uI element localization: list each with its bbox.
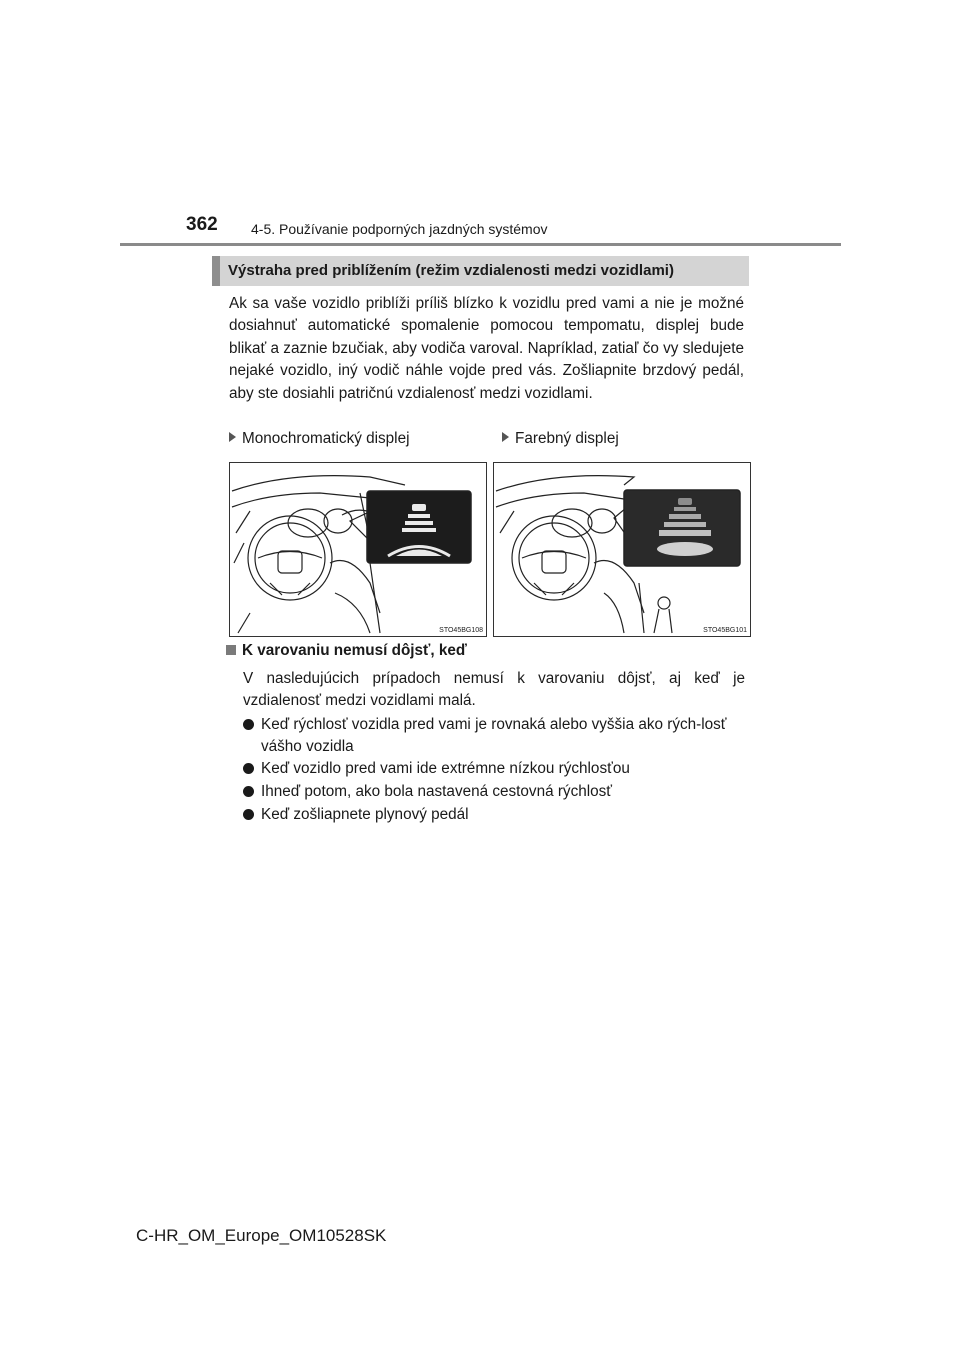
bullet-dot-icon bbox=[243, 786, 254, 797]
figure-label-color bbox=[502, 430, 619, 448]
triangle-bullet-icon bbox=[502, 432, 509, 442]
list-item-text: Keď rýchlosť vozidla pred vami je rovnaká alebo vyššia ako rých-losť vášho vozidla bbox=[261, 716, 727, 756]
figure-label-mono-text: Monochromatický displej bbox=[242, 430, 410, 447]
figure-mono-display bbox=[229, 462, 487, 637]
list-item bbox=[243, 714, 745, 759]
figure-label-mono bbox=[229, 430, 409, 448]
header-divider bbox=[120, 243, 841, 246]
subsection-heading-text: K varovaniu nemusí dôjsť, keď bbox=[242, 642, 467, 659]
bullet-dot-icon bbox=[243, 809, 254, 820]
section-heading-marker bbox=[212, 256, 220, 286]
bullet-dot-icon bbox=[243, 719, 254, 730]
figure-color-display bbox=[493, 462, 751, 637]
figure-code-mono: STO45BG108 bbox=[439, 627, 483, 634]
triangle-bullet-icon bbox=[229, 432, 236, 442]
section-heading: Výstraha pred priblížením (režim vzdialenosti medzi vozidlami) bbox=[228, 262, 674, 279]
dashboard-illustration-mono bbox=[230, 463, 486, 636]
dashboard-illustration-color bbox=[494, 463, 750, 636]
footer-doc-id: C-HR_OM_Europe_OM10528SK bbox=[136, 1226, 387, 1245]
subsection-intro: V nasledujúcich prípadoch nemusí k varovaniu dôjsť, aj keď je vzdialenosť medzi vozidlami malá. bbox=[243, 670, 745, 710]
subsection-heading bbox=[226, 642, 467, 660]
list-item bbox=[243, 804, 745, 826]
list-item-text: Keď zošliapnete plynový pedál bbox=[261, 806, 469, 823]
square-bullet-icon bbox=[226, 645, 236, 655]
bullet-dot-icon bbox=[243, 763, 254, 774]
list-item bbox=[243, 758, 745, 780]
page-number: 362 bbox=[186, 214, 218, 235]
list-item-text: Ihneď potom, ako bola nastavená cestovná rýchlosť bbox=[261, 783, 613, 800]
section-paragraph: Ak sa vaše vozidlo priblíži príliš blízko k vozidlu pred vami a nie je možné dosiahnuť automatické spomalenie pomocou tempomatu, displej bude blikať a zaznie bzučiak, aby vodiča varoval. Napríklad, zatiaľ čo vy sledujete nejaké vozidlo, iný vodič náhle vojde pred vás. Zošliapnite brzdový pedál, aby ste dosiahli patričnú vzdialenosť medzi vozidlami. bbox=[229, 295, 744, 402]
figure-label-color-text: Farebný displej bbox=[515, 430, 619, 447]
list-item bbox=[243, 781, 745, 803]
section-title: 4-5. Používanie podporných jazdných systémov bbox=[251, 221, 548, 237]
list-item-text: Keď vozidlo pred vami ide extrémne nízkou rýchlosťou bbox=[261, 760, 630, 777]
figure-code-color: STO45BG101 bbox=[703, 627, 747, 634]
